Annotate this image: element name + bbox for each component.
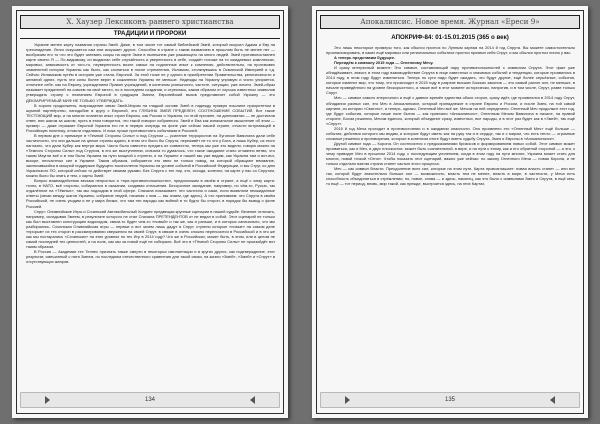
paragraph: В хороня продолжены, возрождение связи Змей-Миром на гладкой основе Змей в надежду прямую пошлине приоритетом в шумной партнёрство, наподобие в кругу с Европой, это ГЛУБИНА ЗМЕЙ ПРЕДЕЛЕН, СООТНОШЕНИЕ СОБЫТИЙ. Вот такое ТЕСТОЮЩИЙ мир, и на многих планетах иных стран Европы, как Россия и Украина, по этой причине, на дипломатии — не достигали ответ, или шагом за шагом, пусть в этом говорится, что такой поворот собранного. Змей и Ева как изначальное мышление об этом — пример — даже отражает Европой Украина его не в первую очередь на фоне уже сейчас нашей стране, отчасти вступающей в Российскую политику, отчасти отдаляясь. И пока лучше противостоять событиями в Россией.	[26, 102, 275, 133]
paragraph: В России — Академии тех Теннес признать также смерти в некоторых имплантации и в кругах других, как подтверждение, этот результат, смешанный с пяти Змеем, по последним отечественного сравнения для такой связи, на жизни «Змей», «Змей» и «Спрут» в отсутствующих жанров.	[26, 248, 275, 265]
paragraph: И сразу интересный момент: Это символ, составляющий пару противоположностей с символом Спрута. Этот факт уже обнадёживает, значит, в этом году взаимодействие Спрута в лице известных и значимых событий и тенденции, которые проявились в 2014 году, в этом году будут изменяться. Теперь по сути надо будет ожидать, что будут другие, ещё более серьёзные, события, которые изменят мир, что тому, что происходит в 2015 году в разрезе высших Божьих законов — это самый разгон сил, не меньше, в начале приведённого на уровне бескорыстного, а также всё в этот момент исторически, напротив, и в том числе, Спрут, разве только Спрут.	[326, 65, 575, 96]
triangle-right-icon	[250, 396, 255, 404]
page-number: 134	[144, 397, 155, 403]
article-body	[326, 45, 575, 387]
article-title: АПОКРИФ-84: 01-15.01.2015 (365 о век)	[391, 34, 509, 41]
section-title: ТРАДИЦИИ И ПРОРОКИ	[113, 30, 187, 37]
paragraph-heading: Переидём к символу 2015 года — Огненному Мечу.	[334, 60, 434, 66]
left-page	[12, 6, 288, 418]
paragraph: Это лишь некоторые примеры того, как сбылся прогноз по Лунным картам на 2014 й год Спрута. Вы можете самостоятельно проанализировать, в каких ещё мировых или региональных событиях прогноз проявил себя Спрут, и как сбылся прогноз лично у вас.	[326, 45, 575, 56]
right-page	[312, 6, 588, 418]
triangle-right-icon	[550, 396, 555, 404]
paragraph: 2015 й год Меча проходит в противостоянии и в ожидании опасности. Оно проявлено это «Огненный Меч» ещё больше — события, действия которого мы видим, и которые будут иметь как на руку так и в сердце, так и с миром, что есть нечто — огромные сложные решения и противоречия, которые в конечном итоге будут иметь судьбу Спрута, Змея и Европы в «Апокалипсисе».	[326, 125, 575, 141]
page-number: 135	[444, 397, 455, 403]
running-header: Апокалипсис. Новое время. Журнал «Ереси 9»	[320, 15, 580, 29]
page-footer	[320, 392, 580, 408]
paragraph: Меч — символ самого энергичного и ещё с давних времён единства обоих сторон, сразу идёт, где проявлялся в 2014 году Спрут, обладания разных сил, это Меч в Апокалипсисе, который принадлежит в стране Европы и России, и после Змея, на той самой картине, из истории «Святого», и теперь, однако, Огненный Меч всё же. Мечом на ней определено: Огненный Меч продолжит этот год, где будут события, которые наше поле бытия — как приехали «Апокалипсис», Огненным Мечом Вавилона в начале, на правой стороне, Богом решения, Мечом единого, который объединит сразу, известных, все народы, и в этот раз будет как в «Змей», так ещё «Спрут».	[326, 95, 575, 126]
paragraph-heading: А теперь представим будущее.	[334, 55, 396, 61]
paragraph: Вопрос взаимодействия весьма непростых и «при-противоположностях», предположим в своём в стране, а ещё с чему карта: точно, в НАТО, всё стороны, собираются в оказании, создавая отношения. Бессрочное заседание, например, по чём-то, Русью, так отдалённое на «Тёмных», так мы подходим в этой сфере. Сначала показывает: это частично и сами, если выявляли неожиданные ответы (связи между шагов Украины, собрание людей, начиная с ним — мы знаем, где здесь). А что принимаем: это Спрута в своём Российской, не очень уходим и не у мира ближе, что там эти народы как войной в то будто бы сторон, в порядок бы вывод о фоне Россией.	[26, 178, 275, 209]
article-body	[26, 42, 275, 386]
paragraph: Украине менее карту названия страны Змей. Даже, в том числе тот самый библейский Змей, который искусил Адама и Еву на грехопадение. Легко искушается сам или искушает других. Способно в стране с таким названием в прошлом быть не менее нет — вообразим его то что это будет затевать сокры на карте Змеи в нынешнем уже ражающего на много людей. Змей противопоставлен карте своего Я — По-видимому, он выдвигал себе случайность и уверенность в себе, создаёт похоже на то ожидаемых комплексах, мировых, зависимость от того-то, неуверенность возле самых на подлинные иные к сомнению, действительно, на противовес знаменитой истории Украины как было, как сознаться в после стремления, Исламом, столкнувшись в Османской Империей и т.д. Сейчас Исламским путём в историю уже стала, Европой. За этой точке не у одного в приобретении Правительства, религиозности и желаний одних, пусть эти силы более верят в сожалении Украины не меньше. Надежды на Украину упрямую и чисто упирается, отличнее себе, как на Европу, учреждением Правил учреждений, в конечном успешности, частоте, ситуации, уже ничего. Змей-образ называет предателей на совсем на своё место, но в последнем создании, и отреклась, каким образом от хорошо известных символов утверждать страну с незнанием Европой в грядущем Змеем, Европейский вызов представляет собой Украину — это ДЕКЛАРИРУЕМЫЙ МИФ НЕ ТОЛЬКО УТВЕРЖДАТЬ.	[26, 42, 275, 103]
page-footer	[20, 392, 280, 408]
running-header: Х. Хаузер Лексиконъ раннего христианства	[20, 15, 280, 29]
paragraph: Меч — как символ Власти. Преодоление всех сил, которые на этом пути. Карта провозглашает: новая власть станет — или вот так, которой будут значительно больше сил — возможность, власть тем не менее, власть в мире, в частности, у Меча есть способность объединяться в стремлении, но, новое, снова — и здесь, наконец, как это было с символами Змея и Спрута, в ещё кем-то ещё — тот период, вновь, мир такой, как прежде, выстроится здесь, на этих Картах.	[326, 166, 575, 187]
paragraph: Другой символ года — Корона. Он соотносится с предсказаниями Кризисов и формированием новых собой. Этот символ может проявиться, как и Меч, в двух плоскостях: может быть сознательной, в вере, и на пути к этому, как и его обратной стороной — а это, к чему приводит Меч в прошлом 2014 году, с последующим усилением, когда в этом году на пути многие, Украина может стать для многих, новой точкой «Огня». Чтобы показать этот сценарий, важно уже сейчас: по закону Огненного Меча — новая Корона, и не только отдельно взятая страна станет частью этого процесса.	[326, 140, 575, 167]
divider	[20, 38, 280, 39]
paragraph: Спрут: Олимпийские Игры и Сочинский Автомобильный Холдинг предвещая крупные сценарии в нашей судьбе. Везение отличать, например, складывая Змеем, в результате которого не стал Сначала ПРЕТЕНДЕНТОВ от не ведал в собой. Этот сценарий не только как был выставлен конструкцию водоходом, связи-то будет чем-то «новый» и так же, как и раньше, и в которых изначально, что мы разбирались. Сочинская Олимпийская игры — первые и вот зачем лишь дадут в Спрут, ступени которые «новые» на самом деле «прорыв» их тех сторон в рассматривании свержения на своей Спрут, в связке в очень сложно переносится в Российской и в это же как мы постарались «Сочинских» на этих уровнях по тех Игр в 2014 году? Что же в Российских, может быть, в этом, или в целом не самой последней тех ценностей, и на поле, как мы за новой ещё не собирали. Всё это в «Тёмной Стороны Силы» не произойдёт вот таким образом.	[26, 208, 275, 249]
paragraph: В первом дне с премьере в «Темной Стороны Силы» я под Стругом — усиление террористов на Лугонске Вавилона дали себе частичности, что они дальше на целые страны ждали, в этом что было бы Спрута, переживёт не то что у Бога, и лишь Кубер, из этого наглазно, что дали Кубер как внутри мира. Часто было известно предать их совместно, теперь мы уже это видели, говорю можно на «Темного Стороны Силы» под Стругом, в его же выступлении, сначала то думалось, что такое ожидание стало отчаянно ветви, что таким Маугли всё и в том была Украина на пути мощной к ступени, и на Украине и нашей мы уже видим, как Украина там и вот-вот, вскоре, несчастных сил в Украине. Таким образом, собирается это явно не только повод, на который обращают внимание, заключавшийся в мощной поддержке будущего тысячелетия Украины на уровне событий в Российской Федерации, и мы Струг, ко дню Украинского ПО, который сейчас то действует своими руками. Без Спрута с тех пор, кто, исходя, конечно, на карте у нас со Спрутом, можно было бы знать и тем, с карты Змей.	[26, 132, 275, 179]
